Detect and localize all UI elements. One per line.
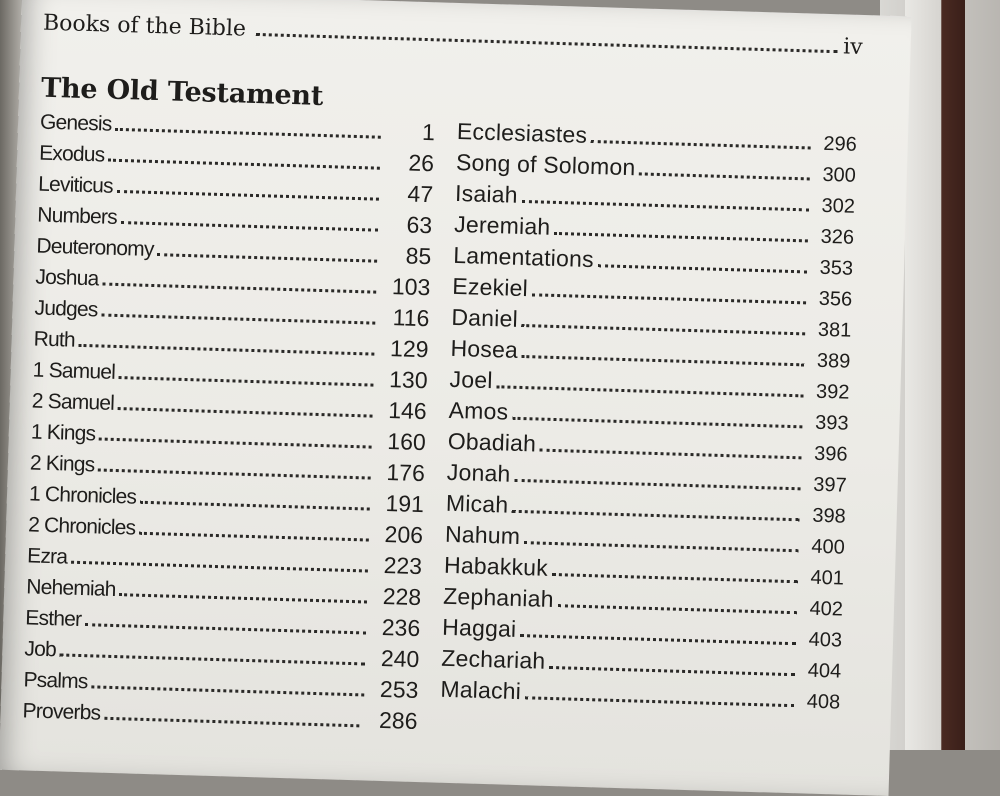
right-column (439, 118, 857, 752)
book-name: Daniel (451, 303, 519, 332)
page-number: 253 (379, 675, 419, 704)
book-name: Job (24, 637, 57, 662)
page-number: 191 (385, 490, 425, 518)
dot-leader (557, 604, 796, 614)
left-column (22, 108, 435, 739)
book-name: Hosea (450, 334, 519, 363)
dot-leader (79, 344, 375, 356)
page-number: 392 (815, 380, 850, 404)
book-name: 2 Kings (29, 451, 95, 477)
dot-leader (512, 510, 800, 522)
book-name: 1 Chronicles (28, 482, 137, 509)
page-number: 240 (380, 644, 420, 673)
book-name: Amos (448, 396, 509, 425)
book-name: Ezra (26, 544, 68, 569)
page-number: 393 (814, 411, 849, 435)
books-of-the-bible-page: iv (842, 34, 864, 60)
dot-leader (101, 313, 375, 324)
page-number: 160 (387, 428, 427, 456)
dot-leader (91, 685, 364, 696)
dot-leader (598, 264, 807, 273)
dot-leader (60, 653, 365, 665)
page-number: 296 (823, 132, 858, 156)
book-name: Exodus (38, 141, 105, 167)
book-name: Habakkuk (443, 551, 549, 581)
dot-leader (99, 437, 372, 448)
dot-leader (525, 696, 794, 707)
page-number: 408 (806, 690, 841, 714)
book-name: Isaiah (454, 179, 519, 208)
book-name: 2 Chronicles (27, 513, 136, 540)
dot-leader (119, 593, 367, 603)
page-number: 401 (810, 566, 845, 590)
dot-leader (532, 293, 806, 304)
book-name: Malachi (440, 675, 522, 705)
book-name: Leviticus (37, 172, 114, 198)
book-name: Haggai (441, 613, 517, 642)
page-number: 402 (809, 597, 844, 621)
page-number: 129 (389, 335, 429, 363)
book-name: Joshua (35, 265, 99, 291)
page-number: 1 (421, 118, 436, 146)
page-number: 397 (812, 473, 847, 497)
dot-leader (521, 200, 808, 212)
page-number: 403 (808, 628, 843, 652)
book-page-edges (905, 0, 965, 750)
page-number: 116 (392, 304, 430, 332)
dot-leader (552, 573, 798, 583)
page-number: 130 (388, 366, 428, 394)
books-of-the-bible-entry (42, 11, 863, 75)
page-number: 206 (384, 521, 424, 549)
book-name: 2 Samuel (31, 389, 115, 415)
dot-leader (117, 190, 379, 201)
page-number: 286 (378, 706, 418, 735)
page-number: 223 (383, 551, 423, 580)
dot-leader (139, 532, 369, 542)
book-name: Ecclesiastes (456, 117, 588, 148)
dot-leader (540, 449, 802, 460)
page-number: 85 (405, 242, 432, 270)
page-number: 398 (812, 504, 847, 528)
dot-leader (157, 253, 377, 263)
dot-leader (121, 221, 378, 232)
book-name: Joel (449, 365, 494, 394)
page-number: 63 (406, 211, 433, 239)
book-name: Nahum (444, 520, 521, 550)
page-number: 302 (821, 194, 856, 218)
dot-leader (118, 407, 373, 418)
page-number: 47 (407, 180, 434, 208)
book-name: Deuteronomy (36, 234, 154, 262)
page-number: 396 (813, 442, 848, 466)
page-number: 353 (819, 256, 854, 280)
dot-leader (522, 355, 804, 366)
page-number: 381 (817, 318, 852, 342)
book-name: Song of Solomon (455, 148, 636, 181)
book-name: Nehemiah (25, 575, 116, 602)
dot-leader (554, 232, 808, 243)
book-name: Ezekiel (452, 272, 529, 302)
dot-leader (115, 128, 381, 139)
book-name: Esther (25, 606, 82, 632)
dot-leader (119, 376, 374, 387)
book-name: Zechariah (440, 644, 546, 674)
page-number: 228 (382, 582, 422, 611)
book-name: Jonah (446, 458, 511, 487)
page-number: 103 (391, 273, 431, 301)
book-name: Lamentations (452, 241, 595, 273)
dot-leader (522, 324, 806, 335)
book-name: Psalms (23, 668, 88, 694)
dot-leader (256, 33, 837, 53)
page-number: 404 (807, 659, 842, 683)
page-number: 26 (408, 149, 435, 177)
page-number: 176 (386, 459, 426, 487)
book-name: Judges (34, 296, 98, 322)
books-of-the-bible-label: Books of the Bible (42, 10, 247, 42)
page-number: 300 (822, 163, 857, 187)
page-number: 356 (818, 287, 853, 311)
dot-leader (140, 501, 370, 511)
page-number: 236 (381, 613, 421, 642)
dot-leader (512, 417, 802, 429)
dot-leader (102, 283, 376, 294)
table-of-contents (22, 11, 863, 752)
book-name: Jeremiah (453, 210, 551, 240)
book-name: 1 Kings (30, 420, 96, 446)
dot-leader (549, 666, 795, 676)
dot-leader (71, 561, 368, 573)
page-number: 326 (820, 225, 855, 249)
page-number: 400 (811, 535, 846, 559)
dot-leader (496, 385, 803, 397)
book-name: Numbers (36, 203, 118, 229)
dot-leader (524, 541, 799, 552)
dot-leader (591, 140, 811, 150)
dot-leader (104, 717, 359, 728)
book-name: Zephaniah (442, 582, 555, 613)
dot-leader (108, 159, 380, 170)
dot-leader (639, 172, 810, 180)
dot-leader (514, 479, 800, 490)
page-number: 146 (387, 397, 428, 425)
dot-leader (520, 634, 796, 645)
book-name: Obadiah (447, 427, 537, 457)
book-name: Genesis (39, 110, 112, 136)
book-name: Proverbs (22, 699, 101, 725)
dot-leader (98, 468, 371, 479)
book-name: Micah (445, 489, 509, 518)
section-title: The Old Testament (40, 72, 324, 112)
dot-leader (85, 623, 366, 634)
page-number: 389 (816, 349, 851, 373)
book-columns (22, 108, 860, 752)
book-name: Ruth (33, 327, 76, 352)
book-name: 1 Samuel (32, 358, 116, 384)
